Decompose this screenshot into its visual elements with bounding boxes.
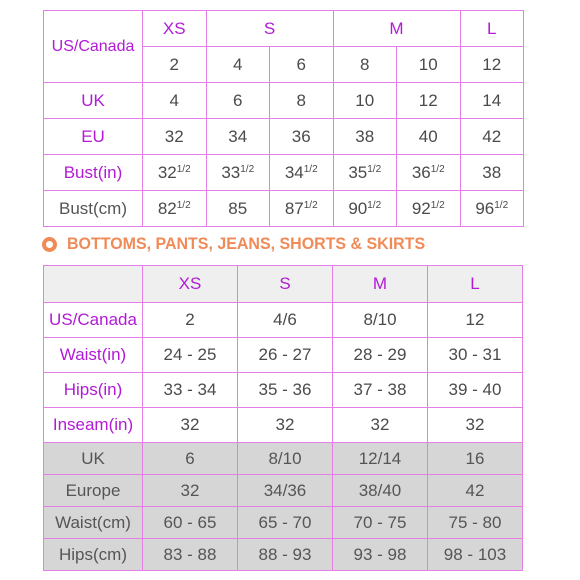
tops-cell: 6 xyxy=(206,83,270,119)
bottoms-size-xs: XS xyxy=(143,266,238,303)
tops-cell: 38 xyxy=(333,119,397,155)
bottoms-cell: 33 - 34 xyxy=(143,373,238,408)
bottoms-cell: 83 - 88 xyxy=(143,539,238,571)
tops-cell: 12 xyxy=(460,47,524,83)
bottoms-row-waist-in xyxy=(44,338,523,373)
bottoms-cell: 93 - 98 xyxy=(333,539,428,571)
tops-cell xyxy=(270,155,334,191)
bottoms-row-label: Waist(cm) xyxy=(44,507,143,539)
bottoms-cell: 39 - 40 xyxy=(428,373,523,408)
tops-cell xyxy=(397,155,461,191)
tops-row-label-bust-in: Bust(in) xyxy=(44,155,143,191)
fraction: 1/2 xyxy=(367,199,382,211)
tops-cell: 34 xyxy=(206,119,270,155)
bottoms-cell: 88 - 93 xyxy=(238,539,333,571)
tops-cell xyxy=(143,191,207,227)
tops-cell: 6 xyxy=(270,47,334,83)
tops-cell xyxy=(270,191,334,227)
fraction: 1/2 xyxy=(494,199,509,211)
bottoms-size-m: M xyxy=(333,266,428,303)
tops-size-xs: XS xyxy=(143,11,207,47)
top-fade xyxy=(0,0,580,10)
bottoms-row-label: Europe xyxy=(44,475,143,507)
bottoms-row-uk xyxy=(44,443,523,475)
bottoms-cell: 8/10 xyxy=(238,443,333,475)
whole-number: 35 xyxy=(348,162,368,182)
tops-cell: 10 xyxy=(333,83,397,119)
bottoms-cell: 65 - 70 xyxy=(238,507,333,539)
bottoms-row-hips-in xyxy=(44,373,523,408)
bottoms-cell: 30 - 31 xyxy=(428,338,523,373)
bottoms-row-waist-cm xyxy=(44,507,523,539)
bottoms-row-label: UK xyxy=(44,443,143,475)
bottoms-cell: 34/36 xyxy=(238,475,333,507)
whole-number: 90 xyxy=(348,198,368,218)
whole-number: 38 xyxy=(482,162,502,182)
tops-row-label-bust-cm: Bust(cm) xyxy=(44,191,143,227)
bottoms-header-row xyxy=(44,266,523,303)
bottoms-cell: 4/6 xyxy=(238,303,333,338)
fraction: 1/2 xyxy=(430,163,445,175)
whole-number: 96 xyxy=(475,198,495,218)
tops-size-m: M xyxy=(333,11,460,47)
circle-bullet-icon xyxy=(42,237,57,252)
bottoms-size-l: L xyxy=(428,266,523,303)
tops-size-s: S xyxy=(206,11,333,47)
tops-size-l: L xyxy=(460,11,524,47)
tops-row-label-eu: EU xyxy=(44,119,143,155)
tops-cell: 40 xyxy=(397,119,461,155)
tops-cell: 8 xyxy=(270,83,334,119)
tops-cell xyxy=(460,155,524,191)
tops-row-label-uk: UK xyxy=(44,83,143,119)
bottoms-title-text: BOTTOMS, PANTS, JEANS, SHORTS & SKIRTS xyxy=(67,234,426,253)
bottoms-cell: 75 - 80 xyxy=(428,507,523,539)
bottoms-cell: 24 - 25 xyxy=(143,338,238,373)
bottoms-row-label: Waist(in) xyxy=(44,338,143,373)
fraction: 1/2 xyxy=(367,163,382,175)
fraction: 1/2 xyxy=(430,199,445,211)
bottoms-cell: 28 - 29 xyxy=(333,338,428,373)
tops-row-bust-cm xyxy=(44,191,524,227)
whole-number: 33 xyxy=(221,162,241,182)
bottoms-row-europe xyxy=(44,475,523,507)
tops-cell: 14 xyxy=(460,83,524,119)
bottoms-cell: 32 xyxy=(428,408,523,443)
fraction: 1/2 xyxy=(303,163,318,175)
bottoms-cell: 32 xyxy=(333,408,428,443)
bottoms-cell: 32 xyxy=(238,408,333,443)
bottoms-cell: 32 xyxy=(143,408,238,443)
tops-cell: 32 xyxy=(143,119,207,155)
tops-cell: 36 xyxy=(270,119,334,155)
bottoms-cell: 70 - 75 xyxy=(333,507,428,539)
bottoms-row-label: Hips(cm) xyxy=(44,539,143,571)
whole-number: 92 xyxy=(411,198,431,218)
bottoms-row-us-canada xyxy=(44,303,523,338)
bottoms-row-hips-cm xyxy=(44,539,523,571)
whole-number: 85 xyxy=(228,198,248,218)
whole-number: 32 xyxy=(157,162,177,182)
tops-row-label-us-canada: US/Canada xyxy=(44,11,143,83)
whole-number: 36 xyxy=(411,162,431,182)
bottoms-cell: 38/40 xyxy=(333,475,428,507)
bottoms-cell: 42 xyxy=(428,475,523,507)
bottoms-cell: 35 - 36 xyxy=(238,373,333,408)
bottoms-size-table xyxy=(43,265,523,571)
bottoms-cell: 8/10 xyxy=(333,303,428,338)
tops-cell: 42 xyxy=(460,119,524,155)
fraction: 1/2 xyxy=(176,199,191,211)
tops-cell xyxy=(460,191,524,227)
tops-cell: 12 xyxy=(397,83,461,119)
bottoms-cell: 6 xyxy=(143,443,238,475)
whole-number: 82 xyxy=(157,198,177,218)
fraction: 1/2 xyxy=(176,163,191,175)
bottoms-cell: 32 xyxy=(143,475,238,507)
tops-row-uk xyxy=(44,83,524,119)
bottoms-section-title xyxy=(42,232,448,256)
tops-cell: 4 xyxy=(143,83,207,119)
tops-cell xyxy=(206,155,270,191)
tops-cell: 10 xyxy=(397,47,461,83)
bottoms-cell: 98 - 103 xyxy=(428,539,523,571)
fraction: 1/2 xyxy=(303,199,318,211)
tops-cell: 8 xyxy=(333,47,397,83)
bottoms-header-blank xyxy=(44,266,143,303)
tops-cell: 4 xyxy=(206,47,270,83)
tops-row-bust-in xyxy=(44,155,524,191)
whole-number: 34 xyxy=(284,162,304,182)
bottoms-row-inseam-in xyxy=(44,408,523,443)
tops-cell xyxy=(143,155,207,191)
bottoms-cell: 16 xyxy=(428,443,523,475)
tops-header-row xyxy=(44,11,524,47)
bottoms-row-label: Hips(in) xyxy=(44,373,143,408)
tops-cell xyxy=(333,155,397,191)
tops-cell xyxy=(397,191,461,227)
tops-cell xyxy=(206,191,270,227)
whole-number: 87 xyxy=(284,198,304,218)
fraction: 1/2 xyxy=(240,163,255,175)
tops-size-table xyxy=(43,10,524,227)
bottoms-cell: 12 xyxy=(428,303,523,338)
bottoms-cell: 12/14 xyxy=(333,443,428,475)
bottoms-row-label: Inseam(in) xyxy=(44,408,143,443)
tops-cell: 2 xyxy=(143,47,207,83)
bottoms-cell: 2 xyxy=(143,303,238,338)
tops-row-eu xyxy=(44,119,524,155)
bottoms-size-s: S xyxy=(238,266,333,303)
bottoms-cell: 60 - 65 xyxy=(143,507,238,539)
bottoms-row-label: US/Canada xyxy=(44,303,143,338)
tops-cell xyxy=(333,191,397,227)
bottoms-cell: 37 - 38 xyxy=(333,373,428,408)
bottoms-cell: 26 - 27 xyxy=(238,338,333,373)
